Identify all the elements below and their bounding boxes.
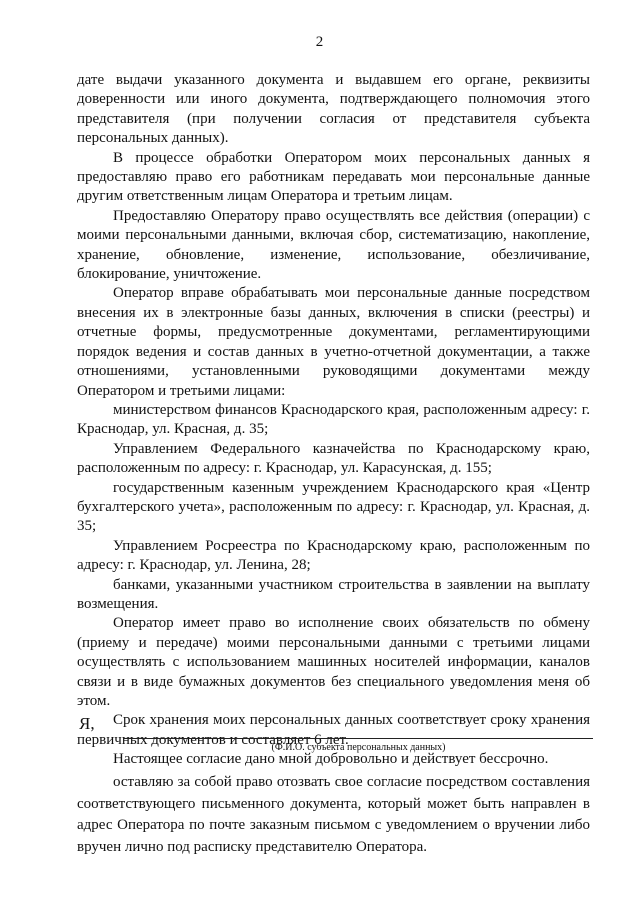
list-item-banks: банками, указанными участником строительства в заявлении на выплату возмещения. (77, 576, 590, 612)
page-number: 2 (315, 34, 324, 50)
paragraph-electronic-databases: Оператор вправе обрабатывать мои персональные данные посредством внесения их в электронные базы данных, включения в списки (реестры) и отчетные формы, предусмотренные документами, регламентирующими порядок ведения и состав данных в учетно-отчетной документации, а также отношениями, установленными руководящими документами между Оператором и третьими лицами: (77, 285, 590, 399)
list-item-federal-treasury: Управлением Федерального казначейства по Краснодарскому краю, расположенным по адресу: г. Краснодар, ул. Карасунская, д. 155; (77, 440, 590, 477)
closing-section (77, 772, 590, 858)
paragraph-voluntary-consent: Настоящее согласие дано мной добровольно и действует бессрочно. (113, 751, 549, 768)
signature-prefix: Я, (79, 714, 95, 733)
list-item-accounting-center: государственным казенным учреждением Краснодарского края «Центр бухгалтерского учета», расположенным по адресу: г. Краснодар, ул. Красная, д. 35; (77, 479, 590, 535)
paragraph-processing-actions: Предоставляю Оператору право осуществлять все действия (операции) с моими персональными данными, включая сбор, систематизацию, накопление, хранение, обновление, изменение, использование, обезличивание, блокирование, уничтожение. (77, 207, 590, 283)
paragraph-retention-period: Срок хранения моих персональных данных соответствует сроку хранения первичных документов и составляет 6 лет. (77, 712, 590, 748)
paragraph-data-exchange: Оператор имеет право во исполнение своих обязательств по обмену (приему и передаче) моими персональными данными с третьими лицами осуществлять с использованием машинных носителей информации, каналов связи и в виде бумажных документов без специального уведомления меня об этом. (77, 615, 590, 709)
paragraph-representative-details: дате выдачи указанного документа и выдавшем его органе, реквизиты доверенности или иного документа, подтверждающего полномочия этого представителя (при получении согласия от представителя субъекта персональных данных). (77, 72, 590, 147)
list-item-rosreestr: Управлением Росреестра по Краснодарскому краю, расположенным по адресу: г. Краснодар, ул. Ленина, 28; (77, 537, 590, 574)
document-body (77, 71, 590, 770)
paragraph-revocation-right: оставляю за собой право отозвать свое согласие посредством составления соответствующего письменного документа, который может быть направлен в адрес Оператора по почте заказным письмом с уведомлением о вручении либо вручен лично под расписку представителю Оператора. (77, 774, 590, 855)
name-field-caption: (Ф.И.О. субъекта персональных данных) (271, 742, 446, 753)
paragraph-transfer-right: В процессе обработки Оператором моих персональных данных я предоставляю право его работникам передавать мои персональные данные другим ответственным лицам Оператора и третьим лицам. (77, 149, 590, 205)
list-item-ministry-of-finance: министерством финансов Краснодарского края, расположенным адресу: г. Краснодар, ул. Красная, д. 35; (77, 401, 590, 438)
name-fill-line (124, 738, 593, 739)
